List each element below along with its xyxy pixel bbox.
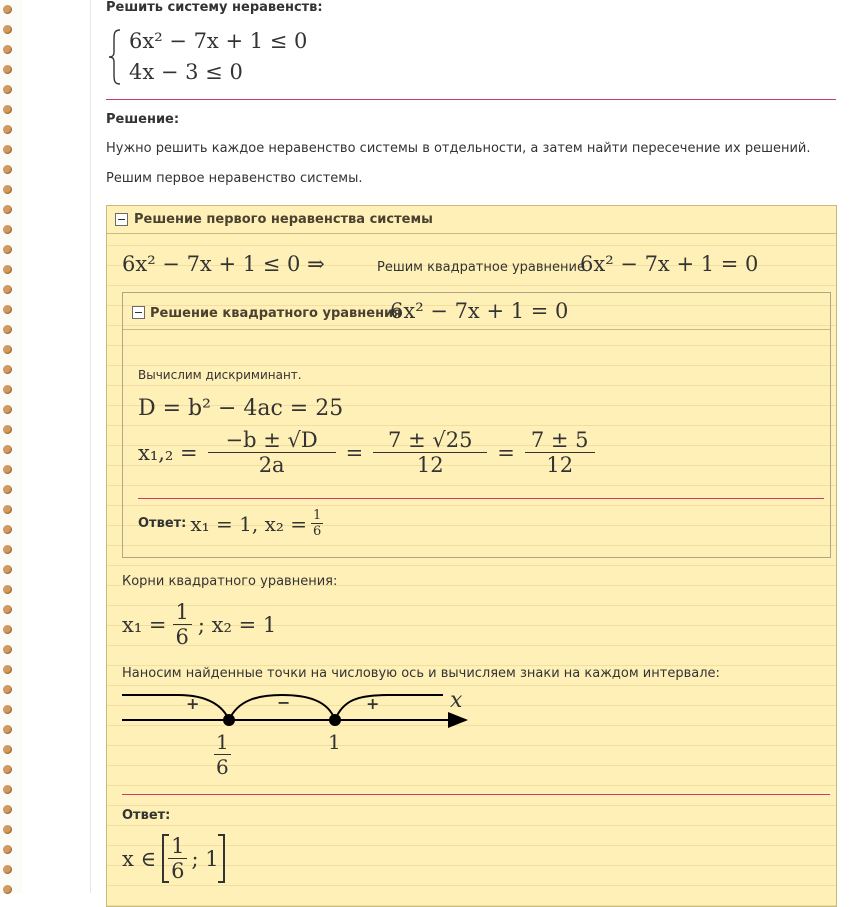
fraction-numerator: 1 (168, 834, 187, 859)
bullet-icon (3, 65, 12, 74)
solution-intro: Нужно решить каждое неравенство системы в отдельности, а затем найти пересечение их решений. (106, 141, 811, 156)
bullet-icon (3, 665, 12, 674)
fraction-denominator: 6 (175, 625, 189, 649)
fraction-substituted (373, 428, 487, 477)
bullet-icon (3, 625, 12, 634)
answer-value: x₁ = 1, x₂ = (190, 511, 307, 536)
bullet-icon (3, 105, 12, 114)
bullet-icon (3, 825, 12, 834)
bullet-icon (3, 225, 12, 234)
axis-label: x (450, 688, 463, 713)
divider (106, 99, 836, 100)
discriminant-label: Вычислим дискриминант. (138, 368, 302, 382)
bullet-icon (3, 285, 12, 294)
root2-text: ; x₂ = 1 (197, 612, 277, 637)
bullet-icon (3, 125, 12, 134)
fraction-denominator: 2a (258, 453, 285, 477)
fraction-denominator: 12 (546, 453, 574, 477)
bullet-icon (3, 445, 12, 454)
point-one (329, 714, 341, 726)
bullet-icon (3, 405, 12, 414)
bullet-icon (3, 345, 12, 354)
bullet-icon (3, 85, 12, 94)
bullet-icon (3, 545, 12, 554)
bullet-icon (3, 725, 12, 734)
discriminant-formula: D = b² − 4ac = 25 (138, 396, 344, 421)
sign-plus: + (366, 694, 380, 713)
inequality-1: 6x² − 7x + 1 ≤ 0 (129, 29, 308, 53)
number-line (118, 688, 478, 736)
bullet-icon (3, 845, 12, 854)
system-brace (108, 28, 122, 86)
left-decorative-strip (0, 0, 22, 893)
final-answer (122, 834, 225, 883)
interval-arc (122, 695, 229, 720)
fraction-denominator: 6 (216, 755, 229, 779)
fraction-numerator: −b ± √D (208, 428, 336, 453)
roots-label: Корни квадратного уравнения: (122, 574, 338, 589)
divider (122, 794, 830, 795)
bullet-icon (3, 785, 12, 794)
bullet-icon (3, 145, 12, 154)
bullet-icon (3, 705, 12, 714)
sign-minus: − (277, 693, 291, 712)
bullet-icon (3, 205, 12, 214)
bullet-icon (3, 525, 12, 534)
bullet-icon (3, 605, 12, 614)
bullet-icon (3, 505, 12, 514)
collapse-toggle-icon[interactable] (132, 306, 145, 319)
equals-sign: = (497, 440, 515, 465)
bullet-icon (3, 425, 12, 434)
final-answer-rest: ; 1 (191, 846, 219, 871)
bullet-icon (3, 485, 12, 494)
roots-lhs: x₁,₂ = (138, 440, 198, 465)
bullet-icon (3, 365, 12, 374)
fraction-denominator: 12 (416, 453, 444, 477)
page-edge-line (90, 0, 91, 893)
sign-plus: + (186, 694, 200, 713)
quadratic-answer (138, 508, 323, 539)
solution-step1: Решим первое неравенство системы. (106, 171, 363, 186)
first-inequality-expr: 6x² − 7x + 1 ≤ 0 ⇒ (122, 252, 325, 276)
bullet-icon (3, 245, 12, 254)
bullet-icon (3, 865, 12, 874)
equals-sign: = (345, 440, 364, 465)
collapse-toggle-icon[interactable] (115, 213, 128, 226)
first-inequality-panel-header[interactable] (107, 206, 836, 234)
bullet-icon (3, 465, 12, 474)
bullet-icon (3, 645, 12, 654)
bullet-icon (3, 765, 12, 774)
divider (138, 498, 824, 499)
fraction-denominator: 6 (313, 524, 322, 539)
final-answer-label: Ответ: (122, 808, 171, 823)
fraction-numerator: 1 (216, 730, 229, 754)
bullet-icon (3, 5, 12, 14)
panel-title: Решение первого неравенства системы (134, 212, 433, 227)
bullet-icon (3, 325, 12, 334)
fraction-numerator: 1 (313, 508, 322, 523)
point-one-sixth (223, 714, 235, 726)
solve-quadratic-label: Решим квадратное уравнение (377, 260, 585, 275)
quadratic-panel-header[interactable] (123, 293, 830, 330)
quadratic-equation: 6x² − 7x + 1 = 0 (580, 252, 759, 276)
bullet-icon (3, 685, 12, 694)
fraction-numerator: 7 ± 5 (525, 428, 595, 453)
fraction-general (208, 428, 336, 477)
bullet-icon (3, 385, 12, 394)
bullet-icon (3, 585, 12, 594)
closed-interval (162, 834, 225, 883)
bullet-icon (3, 45, 12, 54)
quadratic-panel-equation: 6x² − 7x + 1 = 0 (390, 299, 569, 323)
roots-formula (138, 428, 595, 477)
solution-heading: Решение: (106, 112, 180, 127)
fraction-numerator: 1 (173, 600, 192, 625)
fraction-simplified (525, 428, 595, 477)
bullet-icon (3, 745, 12, 754)
fraction-denominator: 6 (171, 859, 185, 883)
problem-title: Решить систему неравенств: (106, 0, 323, 15)
point-label-one-sixth (214, 730, 231, 779)
answer-label: Ответ: (138, 516, 187, 531)
bullet-icon (3, 265, 12, 274)
roots-values (122, 600, 276, 649)
root1-lhs: x₁ = (122, 612, 167, 637)
numberline-label: Наносим найденные точки на числовую ось и вычисляем знаки на каждом интервале: (122, 666, 720, 681)
fraction-numerator: 7 ± √25 (373, 428, 487, 453)
answer-fraction (311, 508, 323, 539)
inequality-2: 4x − 3 ≤ 0 (129, 60, 243, 84)
bullet-icon (3, 565, 12, 574)
bullet-icon (3, 25, 12, 34)
root1-fraction (173, 600, 192, 649)
bullet-icon (3, 305, 12, 314)
point-label-one: 1 (328, 730, 341, 754)
final-answer-fraction (168, 834, 187, 883)
quadratic-panel-title: Решение квадратного уравнения (150, 306, 402, 321)
bullet-icon (3, 185, 12, 194)
interval-arc (335, 695, 443, 720)
bullet-icon (3, 165, 12, 174)
bullet-icon (3, 805, 12, 814)
final-answer-lhs: x ∈ (122, 846, 157, 871)
